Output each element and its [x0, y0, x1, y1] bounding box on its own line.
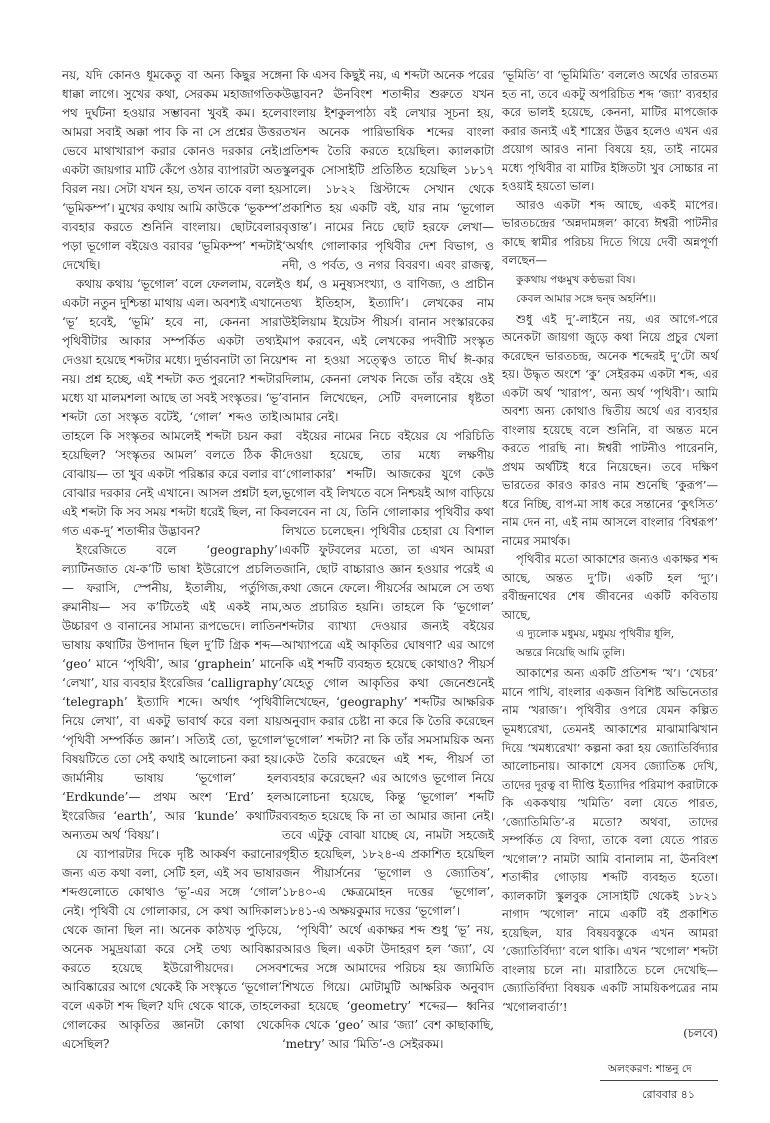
verse-line: এ দ্যুলোক মধুময়, মধুময় পৃথিবীর ধূলি, [516, 628, 675, 641]
column-3 [502, 66, 718, 1043]
verse-line: অন্তরে নিয়েছি আমি তুলি। [516, 647, 625, 660]
paragraph: ‘ভূমিতি’ বা ‘ভূমিমিতি’ বললেও অর্থের তারতম্য হত না, তবে একটু অপরিচিত শব্দ ‘জ্যা’ ব্যবহার করে ভালই হয়েছে, কেননা, মাটির মাপজোক করার জন্যই এই শাস্ত্রের উদ্ভব হলেও এখন এর প্রয়োগ আরও নানা বিষয়ে হয়, তাই নামের মধ্যে পৃথিবীর বা মাটির ইঙ্গিতটা খুব সোচ্চার না হওয়াই হয়তো ভাল। [502, 68, 718, 194]
footer-rule [600, 1080, 718, 1081]
paragraph: যে ব্যাপারটার দিকে দৃষ্টি আকর্ষণ করানোর জন্য এত কথা বলা, সেটি হল, এই সব ভাষার শব্দগুলোতে কোথাও ‘ভূ’-এর সঙ্গে ‘গোল’ নেই। পৃথিবী যে গোলাকার, সে কথা আদিকাল থেকে জানা ছিল না। অনেক কাঠখড় পুড়িয়ে, অনেক সমুদ্রযাত্রা করে সেই তথ্য আবিষ্কার করতে হয়েছে ইউরোপীয়দের। সেসব আবিষ্কারের আগে থেকেই কি সংস্কৃতে ‘ভূগোল’ বলে একটা শব্দ ছিল? যদি থেকে থাকে, তাহলে গোলকের আকৃতির জ্ঞানটা কোথা থেকে এসেছিল? [62, 847, 282, 1051]
illustration-credit: অলংকরণ: শান্তনু দে [608, 1063, 692, 1075]
paragraph: বইয়ের নামের নিচে বইয়ের যে পরিচিতি দেওয়া হয়েছে, তার মধ্যে লক্ষণীয় ‘গোলাকার’ শব্দটি। আজকের যুগে কেউ ভূগোল বই লিখতে বসে নিশ্চয়ই আগ বাড়িয়ে বলবেন না যে, তিনি গোলাকার পৃথিবীর কথা লিখতে চলেছেন। পৃথিবীর চেহারা যে বিশাল একটি ফুটবলের মতো, তা এখন আমরা জানি, ছোট বাচ্চারাও জ্ঞান হওয়ার পরেই এ কথা জেনে ফেলে। পীয়র্সের আমলে সে তথ্য অত প্রচারিত হয়নি। তাহলে কি ‘ভূগোল’ শব্দটার ব্যাখ্যা দেওয়ার জন্যই বইয়ের আখ্যাপত্রে এই আকৃতির ঘোষণা? এর আগে কি এই শব্দটি ব্যবহৃত হয়েছে কোথাও? পীয়র্স যেহেতু গোল আকৃতির কথা জেনেশুনেই লিখেছেন, ‘geography’ শব্দটির আক্ষরিক অনুবাদ করার চেষ্টা না করে কি তৈরি করেছেন ‘ভূগোল’ শব্দটা? না কি তাঁর সমসাময়িক অন্য কেউ তৈরি করেছেন এই শব্দ, পীয়র্স তা ব্যবহার করেছেন? এর আগেও ভূগোল নিয়ে আলোচনা হয়েছে, কিন্তু ‘ভূগোল’ শব্দটি ব্যবহৃত হয়েছে কি না তা আমার জানা নেই। তবে এটুকু বোঝা যাচ্ছে যে, নামটা সহজেই গৃহীত হয়েছিল, ১৮২৪-এ প্রকাশিত হয়েছিল জন পীয়ার্সনের ‘ভূগোল ও জ্যোতিষ’, ১৮৪০-এ ক্ষেত্রমোহন দত্তের ‘ভূগোল’, ১৮৪১-এ অক্ষয়কুমার দত্তের ‘ভূগোল’। [282, 429, 494, 918]
paragraph: শুধু এই দু’-লাইনে নয়, এর আগে-পরে অনেকটা জায়গা জুড়ে কথা নিয়ে প্রচুর খেলা করেছেন ভারতচন্দ্র, অনেক শব্দেরই দু’টো অর্থ হয়। উদ্ধৃত অংশে ‘কু’ সেইরকম একটা শব্দ, এর একটা অর্থ ‘খারাপ’, অন্য অর্থ ‘পৃথিবী’। আমি অবশ্য অন্য কোথাও দ্বিতীয় অর্থে এর ব্যবহার বাংলায় হয়েছে বলে শুনিনি, বা অন্তত মনে করতে পারছি না। ঈশ্বরী পাটনীও পারেননি, প্রথম অর্থটিই ধরে নিয়েছেন। তবে দক্ষিণ ভারতের কারও কারও নাম শুনেছি ‘কুরূপ’— ধরে নিচ্ছি, বাপ-মা সাধ করে সন্তানের ‘কুৎসিত’ নাম দেন না, এই নাম আসলে বাংলার ‘বিশ্বরূপ’ নামের সমার্থক। [502, 311, 718, 548]
column-2 [282, 66, 494, 1054]
paragraph: নয়, যদি কোনও ধূমকেতু বা অন্য কিছুর সঙ্গে ধাক্কা লাগে। সুখের কথা, সেরকম মহাজাগতিক পথ দুর্ঘটনা হওয়ার সম্ভাবনা খুবই কম। হলে আমরা সবাই অক্কা পাব কি না সে প্রশ্নের উত্তর ভেবে মাথাখারাপ করার কোনও দরকার নেই। একটা জায়গার মাটি কেঁপে ওঠার ব্যাপারটা অত বিরল নয়। সেটা যখন হয়, তখন তাকে বলা হয় ‘ভূমিকম্প’। মুখের কথায় আমি কাউকে ‘ভূকম্প’ ব্যবহার করতে শুনিনি বাংলায়। ছোটবেলার পড়া ভূগোল বইয়েও বরাবর ‘ভূমিকম্প’ শব্দটাই দেখেছি। [62, 68, 282, 272]
paragraph: ইংরেজিতে বলে ‘geography’। ল্যাটিনজাত যে-ক’টি ভাষা ইউরোপে প্রচলিত— ফরাসি, স্পেনীয়, ইতালীয়, পর্তুগিজ, রুমানীয়— সব ক’টিতেই এই একই নাম, উচ্চারণ ও বানানের সামান্য রূপভেদে। লাতিন ভাষায় কথাটির উপাদান ছিল দু’টি গ্রিক শব্দ— ‘geo’ মানে ‘পৃথিবী’, আর ‘graphein’ মানে ‘লেখা’, যার ব্যবহার ইংরেজির ‘calligraphy’ ‘telegraph’ ইত্যাদি শব্দে। অর্থাৎ ‘পৃথিবী নিয়ে লেখা’, বা একটু ভাবার্থ করে বলা যায় ‘পৃথিবী সম্পর্কিত জ্ঞান’। সত্যিই তো, ভূগোল বিষয়টিতে তো সেই কথাই আলোচনা করা হয়। জার্মানীয় ভাষায় ‘ভূগোল’ হল ‘Erdkunde’— প্রথম অংশ ‘Erd’ হল ইংরেজির ‘earth’, আর ‘kunde’ কথাটির অন্যতম অর্থ ‘বিষয়’। [62, 543, 282, 842]
paragraph: না কি এসব কিছুই নয়, এ শব্দটা অনেক পরের উদ্ভাবন? ঊনবিংশ শতাব্দীর শুরুতে যখন বাংলায় ইশকুলপাঠ্য বই লেখার সূচনা হয়, তখন অনেক পারিভাষিক শব্দের বাংলা প্রতিশব্দ তৈরি করতে হয়েছিল। ক্যালকাটা স্কুলবুক সোসাইটি প্রতিষ্ঠিত হয়েছিল ১৮১৭ সালে। ১৮২২ খ্রিস্টাব্দে সেখান থেকে প্রকাশিত হয় একটি বই, যার নাম ‘ভূগোল বৃত্তান্ত’। নামের নিচে ছোট হরফে লেখা— ‘অর্থাৎ গোলাকার পৃথিবীর দেশ বিভাগ, ও নদী, ও পর্বত, ও নগর বিবরণ। এবং রাজত্ব, ও ধর্ম, ও মনুষ্যসংখ্যা, ও বাণিজ্য, ও প্রাচীন তথ্য ইতিহাস, ইত্যাদি’। লেখকের নাম উইলিয়াম ইয়েটস পীয়র্স। বানান সংস্কারকের মাপ করবেন, এই লেখকের পদবীটি সংস্কৃত শব্দ না হওয়া সত্ত্বেও তাতে দীর্ঘ ঈ-কার দিলাম, কেননা লেখক নিজে তাঁর বইয়ে ওই বানান লিখেছেন, সেটি বদলানোর ধৃষ্টতা আমার নেই। [282, 68, 494, 424]
page-folio: রোববার ৪১ [642, 1088, 695, 1101]
verse-line: কুকথায় পঞ্চমুখ কণ্ঠভরা বিষ। [516, 273, 636, 286]
continued-note: (চলবে) [683, 1026, 718, 1041]
paragraph: পৃথিবীর মতো আকাশের জন্যও একাক্ষর শব্দ আছে, অন্তত দু’টি। একটি হল ‘দ্যু’। রবীন্দ্রনাথের শেষ জীবনের একটি কবিতায় আছে, [502, 552, 718, 622]
paragraph: আকাশের অন্য একটি প্রতিশব্দ ‘খ’। ‘খেচর’ মানে পাখি, বাংলার একজন বিশিষ্ট অভিনেতার নাম ‘খরাজ’। পৃথিবীর ওপরে যেমন কল্পিত ভূমধ্যরেখা, তেমনই আকাশের মাঝামাঝিখান দিয়ে ‘খমধ্যরেখা’ কল্পনা করা হয় জ্যোতির্বিদ্যার আলোচনায়। আকাশে যেসব জ্যোতিষ্ক দেখি, তাদের দূরত্ব বা দীপ্তি ইত্যাদির পরিমাপ করাটাকে কি এককথায় ‘খমিতি’ বলা যেতে পারত, ‘জ্যোতিমিতি’-র মতো? অথবা, তাদের সম্পর্কিত যে বিদ্যা, তাকে বলা যেতে পারত ‘খগোল’? নামটা আমি বানালাম না, ঊনবিংশ শতাব্দীর গোড়ায় শব্দটি ব্যবহৃত হতো। ক্যালকাটা স্কুলবুক সোসাইটি থেকেই ১৮২১ নাগাদ ‘খগোল’ নামে একটি বই প্রকাশিত হয়েছিল, যার বিষয়বস্তুকে এখন আমরা ‘জ্যোতির্বিদ্যা’ বলে থাকি। এখন ‘খগোল’ শব্দটা বাংলায় চলে না। মারাঠিতে চলে দেখেছি— জ্যোতির্বিদ্যা বিষয়ক একটি সাময়িকপত্রের নাম ‘খগোলবার্তা’! [502, 666, 718, 1014]
paragraph: কথায় কথায় ‘ভূগোল’ বলে ফেললাম, বলেই একটা নতুন দুশ্চিন্তা মাথায় এল। অবশ্যই এখানে ‘ভূ’ হবেই, ‘ভূমি’ হবে না, কেননা সারা পৃথিবীটার আকার সম্পর্কিত একটা তথ্যই দেওয়া হয়েছে শব্দটার মধ্যে। দুর্ভাবনাটা তা নিয়ে নয়। প্রশ্ন হচ্ছে, এই শব্দটা কত পুরনো? শব্দটার মধ্যে যা মালমশলা আছে তা সবই সংস্কৃতর। ‘ভূ’ শব্দটা তো সংস্কৃত বটেই, ‘গোল’ শব্দও তাই। তাহলে কি সংস্কৃতর আমলেই শব্দটা চয়ন করা হয়েছিল? ‘সংস্কৃতর আমল’ বলতে ঠিক কী বোঝায়— তা খুব একটা পরিষ্কার করে বলার বা বোঝার দরকার নেই এখানে। আসল প্রশ্নটা হল, এই শব্দটা কি সব সময় শব্দটা ধরেই ছিল, না কি গত এক-দু’ শতাব্দীর উদ্ভাবন? [62, 277, 282, 538]
column-1 [62, 66, 282, 1054]
verse-line: কেবল আমার সঙ্গে দ্বন্দ্ব অহর্নিশ।। [516, 292, 656, 305]
paragraph: ‘পৃথিবী’ অর্থে একাক্ষর শব্দ শুধু ‘ভূ’ নয়, আরও ছিল। একটা উদাহরণ হল ‘জ্যা’, যে শব্দের সঙ্গে আমাদের পরিচয় হয় জ্যামিতি শিখতে গিয়ে। মোটামুটি আক্ষরিক অনুবাদ করা হয়েছে ‘geometry’ শব্দের— ধ্বনির দিক থেকে ‘geo’ আর ‘জ্যা’ বেশ কাছাকাছি, ‘metry’ আর ‘মিতি’-ও সেইরকম। [282, 923, 494, 1051]
paragraph: আরও একটা শব্দ আছে, একই মাপের। ভারতচন্দ্রের ‘অন্নদামঙ্গল’ কাব্যে ঈশ্বরী পাটনীর কাছে স্বামীর পরিচয় দিতে গিয়ে দেবী অন্নপূর্ণা বলছেন— [502, 197, 718, 268]
